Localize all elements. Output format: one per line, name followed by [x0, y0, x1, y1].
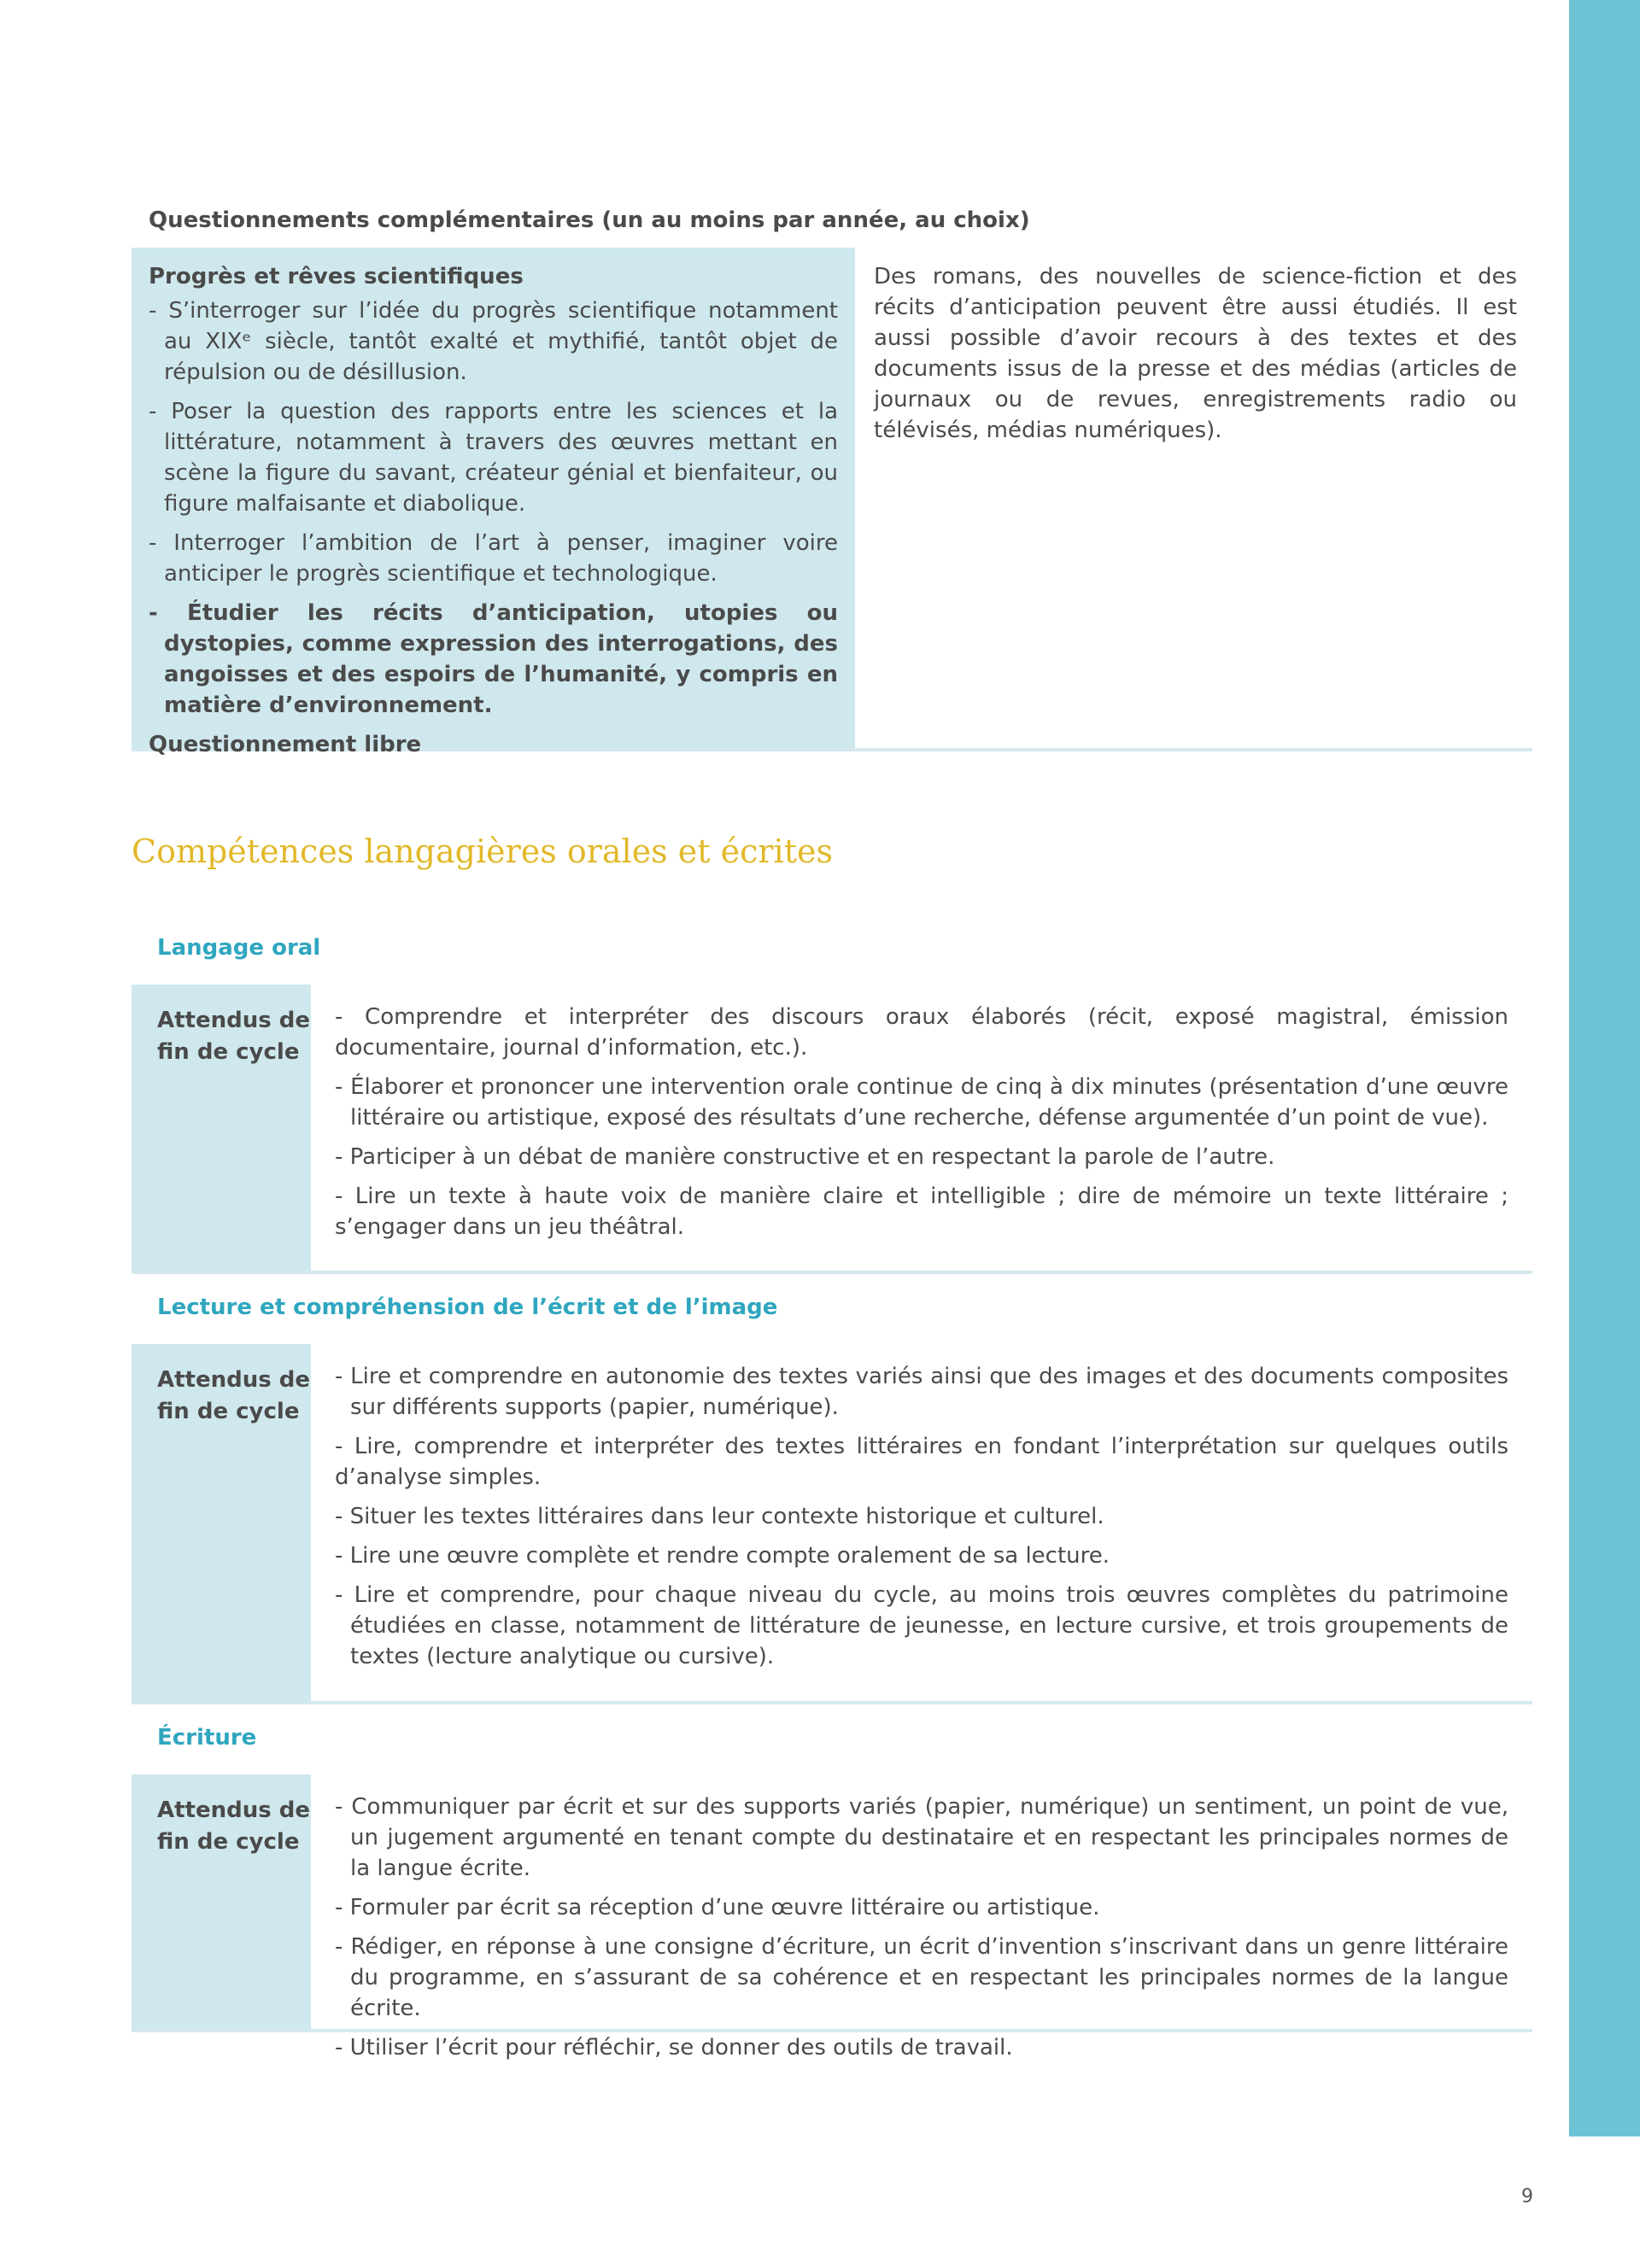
ecriture-title: Écriture [157, 1725, 257, 1751]
lecture-title: Lecture et compréhension de l’écrit et de l’image [157, 1295, 778, 1320]
section-title: Compétences langagières orales et écrites [132, 833, 833, 870]
questionnements-table [132, 248, 1532, 757]
list-item: - Utiliser l’écrit pour réfléchir, se donner des outils de travail. [335, 2035, 1013, 2060]
list-item: - Participer à un débat de manière constructive et en respectant la parole de l’autre. [335, 1144, 1275, 1170]
attendus-list [335, 1361, 1508, 1672]
ecriture-table [132, 1774, 1532, 2060]
attendus-content [311, 985, 1532, 1271]
list-item: - Élaborer et prononcer une intervention orale continue de cinq à dix minutes (présentation d’une œuvre littéraire ou artistique, exposé des résultats d’une recherche, défense argumentée d’un point de vue). [335, 1074, 1508, 1131]
list-item: - Lire et comprendre en autonomie des textes variés ainsi que des images et des documents composites sur différents supports (papier, numérique). [335, 1364, 1508, 1420]
list-item: - Rédiger, en réponse à une consigne d’écriture, un écrit d’invention s’inscrivant dans un genre littéraire du programme, en s’assurant de sa cohérence et en respectant les principales normes de la langue écrite. [335, 1934, 1508, 2021]
attendus-list [335, 1792, 1508, 2063]
attendus-label: Attendus de fin de cycle [132, 985, 311, 1271]
questionnements-list [149, 295, 838, 721]
list-item: - Formuler par écrit sa réception d’une œuvre littéraire ou artistique. [335, 1895, 1100, 1920]
list-item: - Interroger l’ambition de l’art à penser, imaginer voire anticiper le progrès scientifique et technologique. [149, 530, 838, 587]
attendus-label: Attendus de fin de cycle [132, 1344, 311, 1701]
langage-oral-title: Langage oral [157, 935, 321, 961]
list-item: - Lire et comprendre, pour chaque niveau du cycle, au moins trois œuvres complètes du patrimoine étudiées en classe, notamment de littérature de jeunesse, en lecture cursive, et trois groupements de textes (lecture analytique ou cursive). [335, 1582, 1508, 1669]
lecture-table [132, 1344, 1532, 1704]
list-item: - Lire une œuvre complète et rendre compte oralement de sa lecture. [335, 1543, 1110, 1569]
attendus-content [311, 1774, 1532, 2060]
list-item: - Lire un texte à haute voix de manière claire et intelligible ; dire de mémoire un texte littéraire ; s’engager dans un jeu théâtral. [335, 1184, 1508, 1240]
list-item: - Étudier les récits d’anticipation, utopies ou dystopies, comme expression des interrogations, des angoisses et des espoirs de l’humanité, y compris en matière d’environnement. [149, 600, 838, 718]
questionnements-heading: Questionnements complémentaires (un au moins par année, au choix) [149, 208, 1030, 233]
side-color-band [1569, 0, 1640, 2136]
questionnements-subheading: Progrès et rêves scientifiques [149, 264, 524, 289]
list-item: - Situer les textes littéraires dans leur contexte historique et culturel. [335, 1504, 1104, 1529]
attendus-list [335, 1002, 1508, 1242]
list-item: - Lire, comprendre et interpréter des textes littéraires en fondant l’interprétation sur quelques outils d’analyse simples. [335, 1434, 1508, 1490]
attendus-content [311, 1344, 1532, 1701]
questionnements-right-cell: Des romans, des nouvelles de science-fiction et des récits d’anticipation peuvent être aussi étudiés. Il est aussi possible d’avoir recours à des textes et des documents issus de la presse et des médias (articles de journaux ou de revues, enregistrements radio ou télévisés, médias numériques). [874, 264, 1517, 443]
list-item: - Communiquer par écrit et sur des supports variés (papier, numérique) un sentiment, un point de vue, un jugement argumenté en tenant compte du destinataire et en respectant les principales normes de la langue écrite. [335, 1794, 1508, 1881]
page-number: 9 [1521, 2186, 1533, 2207]
questionnement-libre: Questionnement libre [149, 732, 422, 757]
list-item: - Poser la question des rapports entre les sciences et la littérature, notamment à travers des œuvres mettant en scène la figure du savant, créateur génial et bienfaiteur, ou figure malfaisante et diabolique. [149, 399, 838, 517]
questionnements-left-cell [132, 248, 855, 757]
list-item: - S’interroger sur l’idée du progrès scientifique notamment au XIXᵉ siècle, tantôt exalté et mythifié, tantôt objet de répulsion ou de désillusion. [149, 298, 838, 385]
attendus-label: Attendus de fin de cycle [132, 1774, 311, 2029]
langage-oral-table [132, 985, 1532, 1274]
list-item: - Comprendre et interpréter des discours oraux élaborés (récit, exposé magistral, émission documentaire, journal d’information, etc.). [335, 1004, 1508, 1061]
